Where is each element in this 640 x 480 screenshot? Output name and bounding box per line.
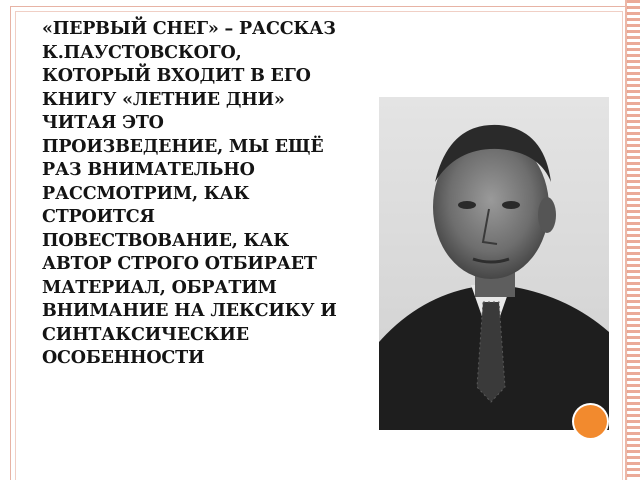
author-portrait-photo xyxy=(379,97,609,430)
paragraph-body: ЧИТАЯ ЭТО ПРОИЗВЕДЕНИЕ, МЫ ЕЩЁ РАЗ ВНИМАТЕЛЬНО РАССМОТРИМ, КАК СТРОИТСЯ ПОВЕСТВОВАНИЕ, КАК АВТОР СТРОГО ОТБИРАЕТ МАТЕРИАЛ, ОБРАТИМ ВНИМАНИЕ НА ЛЕКСИКУ И СИНТАКСИЧЕСКИЕ ОСОБЕННОСТИ xyxy=(42,113,337,368)
paragraph-intro: «ПЕРВЫЙ СНЕГ» – РАССКАЗ К.ПАУСТОВСКОГО, КОТОРЫЙ ВХОДИТ В ЕГО КНИГУ «ЛЕТНИЕ ДНИ» xyxy=(42,19,336,110)
decorative-striped-edge xyxy=(627,0,640,480)
slide-text xyxy=(42,18,342,371)
orange-circle-icon xyxy=(574,405,607,438)
